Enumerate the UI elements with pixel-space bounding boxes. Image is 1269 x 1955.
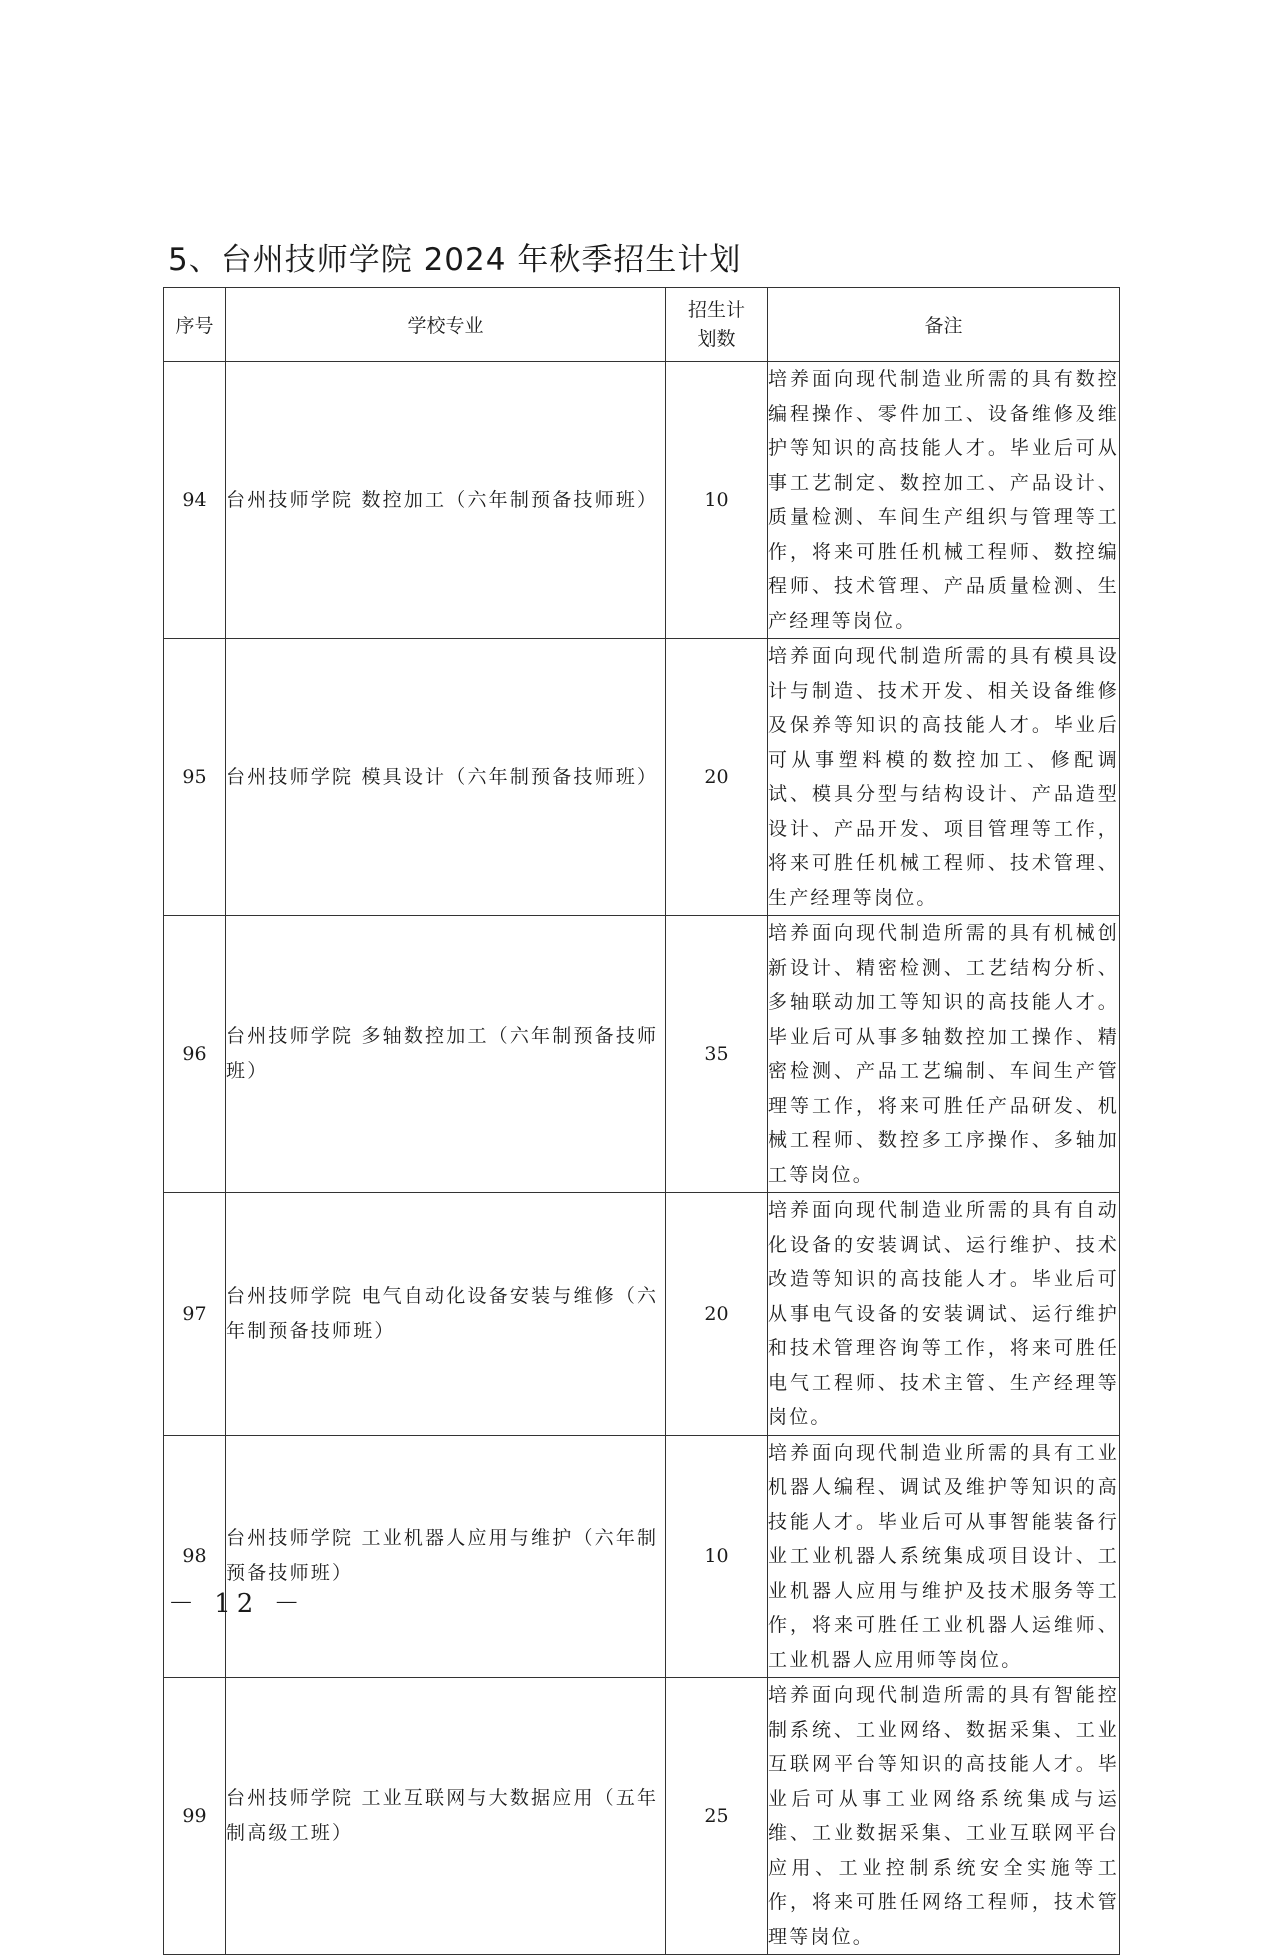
- row-count: 35: [666, 916, 768, 1193]
- row-major: 台州技师学院 多轴数控加工（六年制预备技师班）: [226, 916, 666, 1193]
- header-major: 学校专业: [226, 288, 666, 362]
- row-remark: 培养面向现代制造所需的具有机械创新设计、精密检测、工艺结构分析、多轴联动加工等知识的高技能人才。毕业后可从事多轴数控加工操作、精密检测、产品工艺编制、车间生产管理等工作，将来可胜任产品研发、机械工程师、数控多工序操作、多轴加工等岗位。: [768, 916, 1120, 1193]
- header-remark: 备注: [768, 288, 1120, 362]
- row-remark: 培养面向现代制造所需的具有智能控制系统、工业网络、数据采集、工业互联网平台等知识的高技能人才。毕业后可从事工业网络系统集成与运维、工业数据采集、工业互联网平台应用、工业控制系统安全实施等工作，将来可胜任网络工程师，技术管理等岗位。: [768, 1678, 1120, 1955]
- row-count: 25: [666, 1678, 768, 1955]
- row-no: 97: [164, 1193, 226, 1436]
- table-row: [164, 1193, 1120, 1436]
- table-row: [164, 362, 1120, 639]
- table-header-row: [164, 288, 1120, 362]
- row-count: 20: [666, 639, 768, 916]
- page-title: 5、台州技师学院 2024 年秋季招生计划: [168, 242, 742, 278]
- row-major: 台州技师学院 工业互联网与大数据应用（五年制高级工班）: [226, 1678, 666, 1955]
- row-remark: 培养面向现代制造业所需的具有自动化设备的安装调试、运行维护、技术改造等知识的高技能人才。毕业后可从事电气设备的安装调试、运行维护和技术管理咨询等工作，将来可胜任电气工程师、技术主管、生产经理等岗位。: [768, 1193, 1120, 1436]
- row-count: 10: [666, 362, 768, 639]
- row-no: 96: [164, 916, 226, 1193]
- page-number: － 12 －: [168, 1589, 306, 1619]
- row-remark: 培养面向现代制造业所需的具有数控编程操作、零件加工、设备维修及维护等知识的高技能人才。毕业后可从事工艺制定、数控加工、产品设计、质量检测、车间生产组织与管理等工作，将来可胜任机械工程师、数控编程师、技术管理、产品质量检测、生产经理等岗位。: [768, 362, 1120, 639]
- row-major: 台州技师学院 电气自动化设备安装与维修（六年制预备技师班）: [226, 1193, 666, 1436]
- table-row: [164, 1678, 1120, 1955]
- table-row: [164, 639, 1120, 916]
- header-no: 序号: [164, 288, 226, 362]
- row-major: 台州技师学院 模具设计（六年制预备技师班）: [226, 639, 666, 916]
- enrollment-plan-table: [163, 287, 1120, 1955]
- header-count-label: 招生计划数: [687, 298, 745, 350]
- row-no: 94: [164, 362, 226, 639]
- row-count: 10: [666, 1435, 768, 1678]
- row-remark: 培养面向现代制造所需的具有模具设计与制造、技术开发、相关设备维修及保养等知识的高技能人才。毕业后可从事塑料模的数控加工、修配调试、模具分型与结构设计、产品造型设计、产品开发、项目管理等工作，将来可胜任机械工程师、技术管理、生产经理等岗位。: [768, 639, 1120, 916]
- header-count: [666, 288, 768, 362]
- row-no: 99: [164, 1678, 226, 1955]
- row-major: 台州技师学院 工业机器人应用与维护（六年制预备技师班）: [226, 1435, 666, 1678]
- row-count: 20: [666, 1193, 768, 1436]
- row-no: 98: [164, 1435, 226, 1678]
- table-row: [164, 916, 1120, 1193]
- table-row: [164, 1435, 1120, 1678]
- row-no: 95: [164, 639, 226, 916]
- row-major: 台州技师学院 数控加工（六年制预备技师班）: [226, 362, 666, 639]
- row-remark: 培养面向现代制造业所需的具有工业机器人编程、调试及维护等知识的高技能人才。毕业后可从事智能装备行业工业机器人系统集成项目设计、工业机器人应用与维护及技术服务等工作，将来可胜任工业机器人运维师、工业机器人应用师等岗位。: [768, 1435, 1120, 1678]
